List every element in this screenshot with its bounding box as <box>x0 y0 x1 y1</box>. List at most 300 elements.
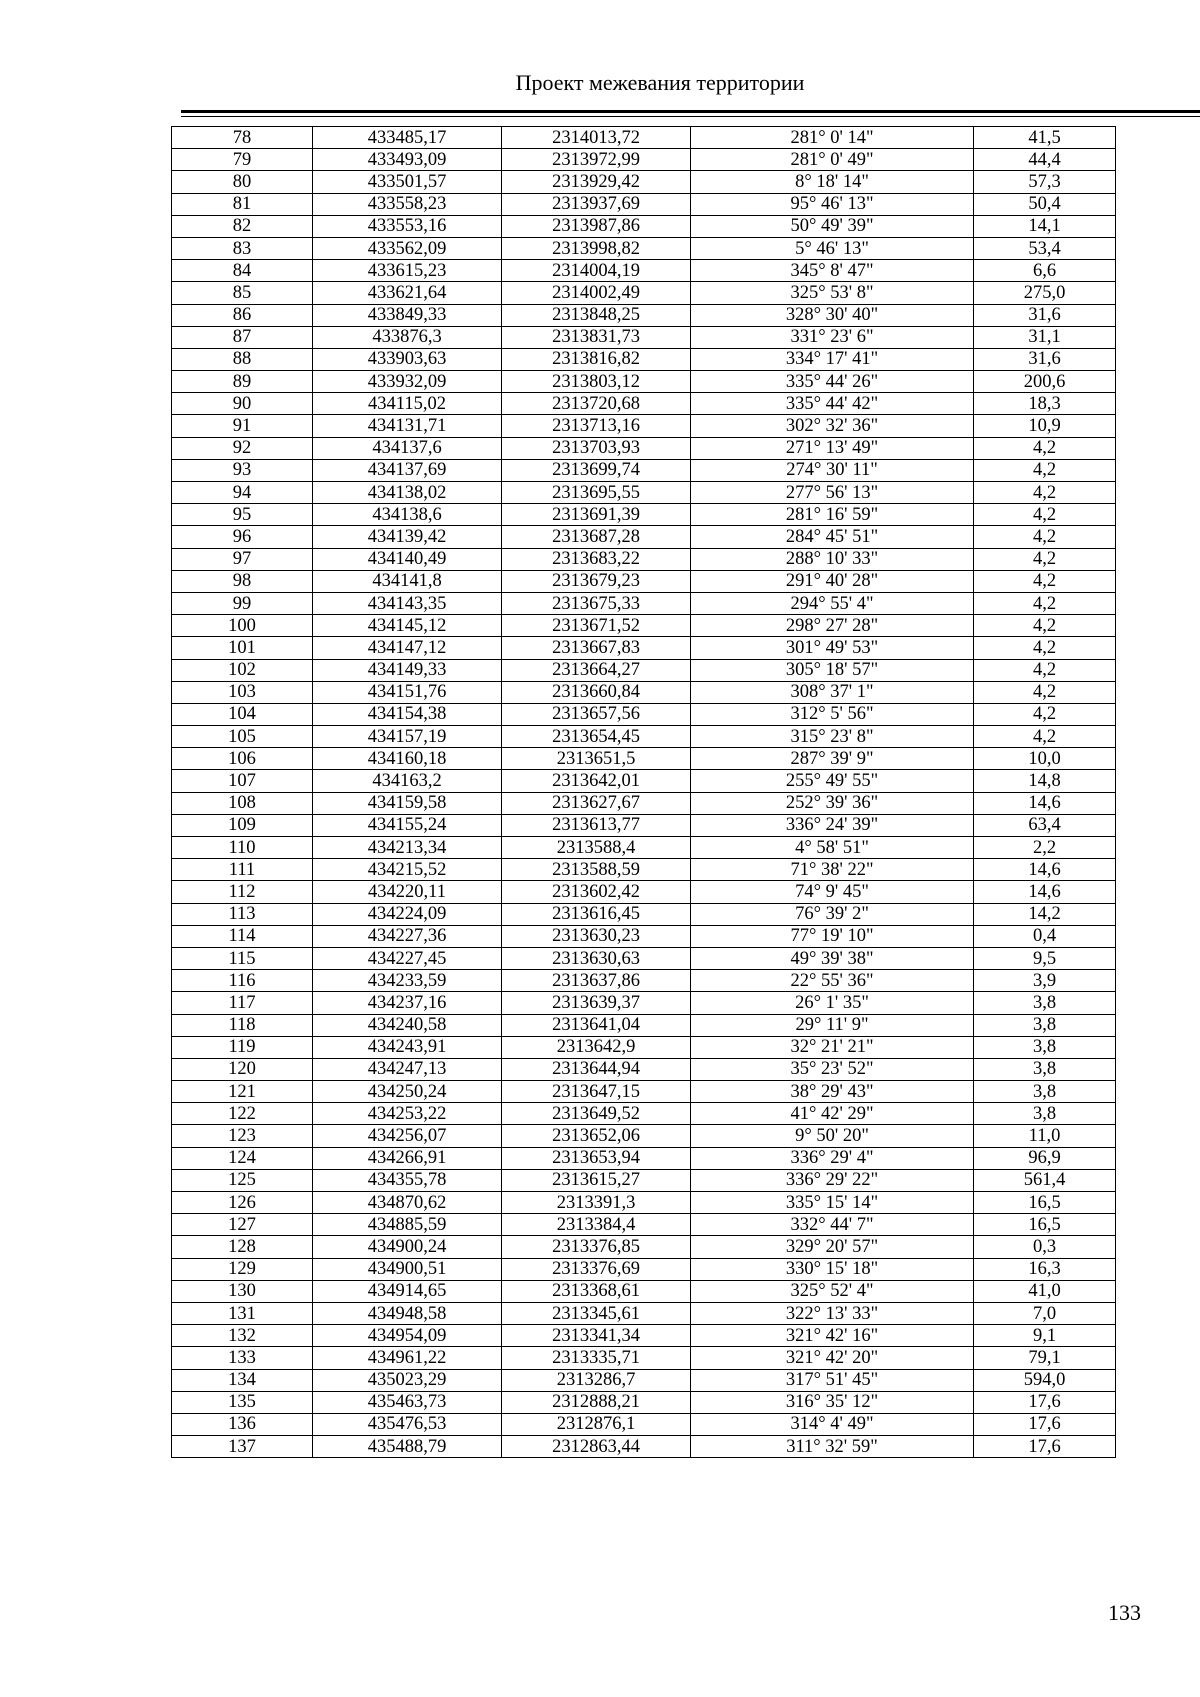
x-coordinate-cell: 434147,12 <box>313 637 502 659</box>
table-row <box>172 1214 1116 1236</box>
y-coordinate-cell: 2313368,61 <box>502 1280 691 1302</box>
bearing-angle-cell: 305° 18' 57" <box>691 659 974 681</box>
distance-cell: 594,0 <box>974 1369 1116 1391</box>
y-coordinate-cell: 2313667,83 <box>502 637 691 659</box>
point-number-cell: 106 <box>172 748 313 770</box>
bearing-angle-cell: 71° 38' 22" <box>691 859 974 881</box>
bearing-angle-cell: 277° 56' 13" <box>691 482 974 504</box>
y-coordinate-cell: 2313391,3 <box>502 1192 691 1214</box>
point-number-cell: 135 <box>172 1391 313 1413</box>
table-row <box>172 260 1116 282</box>
x-coordinate-cell: 434266,91 <box>313 1147 502 1169</box>
bearing-angle-cell: 255° 49' 55" <box>691 770 974 792</box>
bearing-angle-cell: 335° 44' 42" <box>691 393 974 415</box>
distance-cell: 31,1 <box>974 326 1116 348</box>
bearing-angle-cell: 77° 19' 10" <box>691 925 974 947</box>
point-number-cell: 129 <box>172 1258 313 1280</box>
distance-cell: 4,2 <box>974 615 1116 637</box>
distance-cell: 10,9 <box>974 415 1116 437</box>
distance-cell: 3,8 <box>974 1103 1116 1125</box>
y-coordinate-cell: 2313703,93 <box>502 437 691 459</box>
point-number-cell: 90 <box>172 393 313 415</box>
distance-cell: 2,2 <box>974 837 1116 859</box>
point-number-cell: 81 <box>172 193 313 215</box>
y-coordinate-cell: 2313937,69 <box>502 193 691 215</box>
bearing-angle-cell: 334° 17' 41" <box>691 348 974 370</box>
point-number-cell: 137 <box>172 1436 313 1458</box>
y-coordinate-cell: 2313679,23 <box>502 570 691 592</box>
x-coordinate-cell: 434131,71 <box>313 415 502 437</box>
point-number-cell: 82 <box>172 215 313 237</box>
distance-cell: 4,2 <box>974 703 1116 725</box>
point-number-cell: 99 <box>172 592 313 614</box>
y-coordinate-cell: 2313691,39 <box>502 504 691 526</box>
table-row <box>172 282 1116 304</box>
x-coordinate-cell: 434237,16 <box>313 992 502 1014</box>
header-rule-thick <box>181 110 1200 113</box>
point-number-cell: 125 <box>172 1169 313 1191</box>
y-coordinate-cell: 2313616,45 <box>502 903 691 925</box>
x-coordinate-cell: 433903,63 <box>313 348 502 370</box>
distance-cell: 50,4 <box>974 193 1116 215</box>
y-coordinate-cell: 2313654,45 <box>502 726 691 748</box>
distance-cell: 16,5 <box>974 1192 1116 1214</box>
table-row <box>172 237 1116 259</box>
point-number-cell: 119 <box>172 1036 313 1058</box>
x-coordinate-cell: 434115,02 <box>313 393 502 415</box>
bearing-angle-cell: 302° 32' 36" <box>691 415 974 437</box>
distance-cell: 4,2 <box>974 526 1116 548</box>
y-coordinate-cell: 2313647,15 <box>502 1081 691 1103</box>
table-row <box>172 925 1116 947</box>
table-row <box>172 615 1116 637</box>
point-number-cell: 113 <box>172 903 313 925</box>
distance-cell: 17,6 <box>974 1391 1116 1413</box>
bearing-angle-cell: 330° 15' 18" <box>691 1258 974 1280</box>
x-coordinate-cell: 434948,58 <box>313 1302 502 1324</box>
y-coordinate-cell: 2313637,86 <box>502 970 691 992</box>
bearing-angle-cell: 288° 10' 33" <box>691 548 974 570</box>
bearing-angle-cell: 271° 13' 49" <box>691 437 974 459</box>
point-number-cell: 83 <box>172 237 313 259</box>
distance-cell: 4,2 <box>974 681 1116 703</box>
distance-cell: 4,2 <box>974 592 1116 614</box>
x-coordinate-cell: 434137,6 <box>313 437 502 459</box>
distance-cell: 0,4 <box>974 925 1116 947</box>
x-coordinate-cell: 434137,69 <box>313 459 502 481</box>
y-coordinate-cell: 2312876,1 <box>502 1413 691 1435</box>
table-row <box>172 548 1116 570</box>
y-coordinate-cell: 2312863,44 <box>502 1436 691 1458</box>
y-coordinate-cell: 2313683,22 <box>502 548 691 570</box>
distance-cell: 3,8 <box>974 1014 1116 1036</box>
point-number-cell: 92 <box>172 437 313 459</box>
bearing-angle-cell: 26° 1' 35" <box>691 992 974 1014</box>
bearing-angle-cell: 281° 0' 49" <box>691 149 974 171</box>
x-coordinate-cell: 434885,59 <box>313 1214 502 1236</box>
table-row <box>172 1169 1116 1191</box>
bearing-angle-cell: 74° 9' 45" <box>691 881 974 903</box>
table-row <box>172 1325 1116 1347</box>
y-coordinate-cell: 2313657,56 <box>502 703 691 725</box>
point-number-cell: 136 <box>172 1413 313 1435</box>
point-number-cell: 109 <box>172 814 313 836</box>
table-row <box>172 681 1116 703</box>
point-number-cell: 132 <box>172 1325 313 1347</box>
x-coordinate-cell: 434163,2 <box>313 770 502 792</box>
point-number-cell: 93 <box>172 459 313 481</box>
x-coordinate-cell: 434961,22 <box>313 1347 502 1369</box>
x-coordinate-cell: 434145,12 <box>313 615 502 637</box>
y-coordinate-cell: 2313675,33 <box>502 592 691 614</box>
distance-cell: 3,8 <box>974 1036 1116 1058</box>
x-coordinate-cell: 434247,13 <box>313 1058 502 1080</box>
distance-cell: 0,3 <box>974 1236 1116 1258</box>
distance-cell: 4,2 <box>974 504 1116 526</box>
y-coordinate-cell: 2313345,61 <box>502 1302 691 1324</box>
bearing-angle-cell: 311° 32' 59" <box>691 1436 974 1458</box>
x-coordinate-cell: 435488,79 <box>313 1436 502 1458</box>
distance-cell: 3,8 <box>974 1081 1116 1103</box>
distance-cell: 4,2 <box>974 548 1116 570</box>
bearing-angle-cell: 321° 42' 20" <box>691 1347 974 1369</box>
bearing-angle-cell: 5° 46' 13" <box>691 237 974 259</box>
distance-cell: 4,2 <box>974 726 1116 748</box>
point-number-cell: 88 <box>172 348 313 370</box>
bearing-angle-cell: 329° 20' 57" <box>691 1236 974 1258</box>
point-number-cell: 98 <box>172 570 313 592</box>
bearing-angle-cell: 9° 50' 20" <box>691 1125 974 1147</box>
point-number-cell: 116 <box>172 970 313 992</box>
point-number-cell: 101 <box>172 637 313 659</box>
y-coordinate-cell: 2313671,52 <box>502 615 691 637</box>
distance-cell: 16,5 <box>974 1214 1116 1236</box>
x-coordinate-cell: 434160,18 <box>313 748 502 770</box>
table-row <box>172 726 1116 748</box>
table-row <box>172 1014 1116 1036</box>
distance-cell: 14,8 <box>974 770 1116 792</box>
y-coordinate-cell: 2314004,19 <box>502 260 691 282</box>
y-coordinate-cell: 2313803,12 <box>502 371 691 393</box>
x-coordinate-cell: 433501,57 <box>313 171 502 193</box>
point-number-cell: 78 <box>172 127 313 149</box>
y-coordinate-cell: 2313376,85 <box>502 1236 691 1258</box>
bearing-angle-cell: 41° 42' 29" <box>691 1103 974 1125</box>
page-number: 133 <box>1108 1600 1141 1625</box>
y-coordinate-cell: 2313652,06 <box>502 1125 691 1147</box>
distance-cell: 4,2 <box>974 659 1116 681</box>
table-row <box>172 1147 1116 1169</box>
y-coordinate-cell: 2313588,4 <box>502 837 691 859</box>
bearing-angle-cell: 22° 55' 36" <box>691 970 974 992</box>
x-coordinate-cell: 434138,02 <box>313 482 502 504</box>
distance-cell: 3,9 <box>974 970 1116 992</box>
bearing-angle-cell: 76° 39' 2" <box>691 903 974 925</box>
bearing-angle-cell: 49° 39' 38" <box>691 947 974 969</box>
coordinates-table <box>171 126 1116 1458</box>
bearing-angle-cell: 336° 24' 39" <box>691 814 974 836</box>
distance-cell: 14,6 <box>974 859 1116 881</box>
y-coordinate-cell: 2313695,55 <box>502 482 691 504</box>
x-coordinate-cell: 433553,16 <box>313 215 502 237</box>
bearing-angle-cell: 291° 40' 28" <box>691 570 974 592</box>
table-row <box>172 1302 1116 1324</box>
table-row <box>172 837 1116 859</box>
table-row <box>172 127 1116 149</box>
bearing-angle-cell: 32° 21' 21" <box>691 1036 974 1058</box>
y-coordinate-cell: 2313286,7 <box>502 1369 691 1391</box>
bearing-angle-cell: 316° 35' 12" <box>691 1391 974 1413</box>
y-coordinate-cell: 2313972,99 <box>502 149 691 171</box>
point-number-cell: 133 <box>172 1347 313 1369</box>
table-row <box>172 570 1116 592</box>
distance-cell: 31,6 <box>974 348 1116 370</box>
table-row <box>172 437 1116 459</box>
bearing-angle-cell: 317° 51' 45" <box>691 1369 974 1391</box>
bearing-angle-cell: 29° 11' 9" <box>691 1014 974 1036</box>
bearing-angle-cell: 8° 18' 14" <box>691 171 974 193</box>
point-number-cell: 86 <box>172 304 313 326</box>
table-row <box>172 1347 1116 1369</box>
y-coordinate-cell: 2313687,28 <box>502 526 691 548</box>
y-coordinate-cell: 2313642,9 <box>502 1036 691 1058</box>
table-row <box>172 859 1116 881</box>
table-row <box>172 947 1116 969</box>
distance-cell: 96,9 <box>974 1147 1116 1169</box>
point-number-cell: 95 <box>172 504 313 526</box>
x-coordinate-cell: 434355,78 <box>313 1169 502 1191</box>
x-coordinate-cell: 434157,19 <box>313 726 502 748</box>
bearing-angle-cell: 315° 23' 8" <box>691 726 974 748</box>
point-number-cell: 103 <box>172 681 313 703</box>
x-coordinate-cell: 434215,52 <box>313 859 502 881</box>
y-coordinate-cell: 2313660,84 <box>502 681 691 703</box>
distance-cell: 63,4 <box>974 814 1116 836</box>
table-row <box>172 149 1116 171</box>
y-coordinate-cell: 2314013,72 <box>502 127 691 149</box>
coordinates-table-body <box>172 127 1116 1458</box>
x-coordinate-cell: 433621,64 <box>313 282 502 304</box>
distance-cell: 79,1 <box>974 1347 1116 1369</box>
x-coordinate-cell: 434141,8 <box>313 570 502 592</box>
distance-cell: 4,2 <box>974 637 1116 659</box>
table-row <box>172 171 1116 193</box>
table-row <box>172 482 1116 504</box>
table-row <box>172 1103 1116 1125</box>
point-number-cell: 89 <box>172 371 313 393</box>
table-row <box>172 703 1116 725</box>
table-row <box>172 1192 1116 1214</box>
x-coordinate-cell: 433485,17 <box>313 127 502 149</box>
header-rule-thin <box>181 116 1200 117</box>
point-number-cell: 80 <box>172 171 313 193</box>
bearing-angle-cell: 284° 45' 51" <box>691 526 974 548</box>
point-number-cell: 96 <box>172 526 313 548</box>
y-coordinate-cell: 2313713,16 <box>502 415 691 437</box>
point-number-cell: 87 <box>172 326 313 348</box>
bearing-angle-cell: 50° 49' 39" <box>691 215 974 237</box>
y-coordinate-cell: 2313630,63 <box>502 947 691 969</box>
table-row <box>172 770 1116 792</box>
table-row <box>172 814 1116 836</box>
x-coordinate-cell: 434870,62 <box>313 1192 502 1214</box>
table-row <box>172 659 1116 681</box>
distance-cell: 4,2 <box>974 459 1116 481</box>
point-number-cell: 117 <box>172 992 313 1014</box>
bearing-angle-cell: 281° 0' 14" <box>691 127 974 149</box>
x-coordinate-cell: 433932,09 <box>313 371 502 393</box>
y-coordinate-cell: 2313613,77 <box>502 814 691 836</box>
x-coordinate-cell: 434243,91 <box>313 1036 502 1058</box>
point-number-cell: 110 <box>172 837 313 859</box>
bearing-angle-cell: 35° 23' 52" <box>691 1058 974 1080</box>
point-number-cell: 121 <box>172 1081 313 1103</box>
table-row <box>172 193 1116 215</box>
point-number-cell: 114 <box>172 925 313 947</box>
x-coordinate-cell: 434227,36 <box>313 925 502 947</box>
table-row <box>172 215 1116 237</box>
table-row <box>172 1236 1116 1258</box>
distance-cell: 275,0 <box>974 282 1116 304</box>
point-number-cell: 102 <box>172 659 313 681</box>
table-row <box>172 792 1116 814</box>
x-coordinate-cell: 434159,58 <box>313 792 502 814</box>
point-number-cell: 126 <box>172 1192 313 1214</box>
table-row <box>172 1036 1116 1058</box>
x-coordinate-cell: 434914,65 <box>313 1280 502 1302</box>
bearing-angle-cell: 325° 53' 8" <box>691 282 974 304</box>
y-coordinate-cell: 2313649,52 <box>502 1103 691 1125</box>
distance-cell: 14,6 <box>974 792 1116 814</box>
x-coordinate-cell: 435023,29 <box>313 1369 502 1391</box>
y-coordinate-cell: 2313376,69 <box>502 1258 691 1280</box>
bearing-angle-cell: 252° 39' 36" <box>691 792 974 814</box>
x-coordinate-cell: 434220,11 <box>313 881 502 903</box>
point-number-cell: 118 <box>172 1014 313 1036</box>
point-number-cell: 123 <box>172 1125 313 1147</box>
distance-cell: 4,2 <box>974 482 1116 504</box>
x-coordinate-cell: 434143,35 <box>313 592 502 614</box>
x-coordinate-cell: 433558,23 <box>313 193 502 215</box>
point-number-cell: 85 <box>172 282 313 304</box>
distance-cell: 16,3 <box>974 1258 1116 1280</box>
y-coordinate-cell: 2313929,42 <box>502 171 691 193</box>
point-number-cell: 97 <box>172 548 313 570</box>
distance-cell: 200,6 <box>974 371 1116 393</box>
point-number-cell: 115 <box>172 947 313 969</box>
point-number-cell: 124 <box>172 1147 313 1169</box>
bearing-angle-cell: 287° 39' 9" <box>691 748 974 770</box>
table-row <box>172 393 1116 415</box>
point-number-cell: 104 <box>172 703 313 725</box>
bearing-angle-cell: 321° 42' 16" <box>691 1325 974 1347</box>
table-row <box>172 1436 1116 1458</box>
bearing-angle-cell: 4° 58' 51" <box>691 837 974 859</box>
y-coordinate-cell: 2313699,74 <box>502 459 691 481</box>
x-coordinate-cell: 433876,3 <box>313 326 502 348</box>
bearing-angle-cell: 336° 29' 4" <box>691 1147 974 1169</box>
x-coordinate-cell: 434140,49 <box>313 548 502 570</box>
x-coordinate-cell: 433493,09 <box>313 149 502 171</box>
point-number-cell: 112 <box>172 881 313 903</box>
distance-cell: 14,2 <box>974 903 1116 925</box>
point-number-cell: 105 <box>172 726 313 748</box>
bearing-angle-cell: 274° 30' 11" <box>691 459 974 481</box>
bearing-angle-cell: 332° 44' 7" <box>691 1214 974 1236</box>
y-coordinate-cell: 2313642,01 <box>502 770 691 792</box>
x-coordinate-cell: 434240,58 <box>313 1014 502 1036</box>
y-coordinate-cell: 2313588,59 <box>502 859 691 881</box>
y-coordinate-cell: 2314002,49 <box>502 282 691 304</box>
point-number-cell: 100 <box>172 615 313 637</box>
point-number-cell: 108 <box>172 792 313 814</box>
table-row <box>172 1058 1116 1080</box>
bearing-angle-cell: 325° 52' 4" <box>691 1280 974 1302</box>
bearing-angle-cell: 312° 5' 56" <box>691 703 974 725</box>
table-row <box>172 415 1116 437</box>
y-coordinate-cell: 2313627,67 <box>502 792 691 814</box>
bearing-angle-cell: 38° 29' 43" <box>691 1081 974 1103</box>
point-number-cell: 107 <box>172 770 313 792</box>
y-coordinate-cell: 2313653,94 <box>502 1147 691 1169</box>
point-number-cell: 79 <box>172 149 313 171</box>
distance-cell: 18,3 <box>974 393 1116 415</box>
point-number-cell: 111 <box>172 859 313 881</box>
distance-cell: 3,8 <box>974 992 1116 1014</box>
table-row <box>172 1125 1116 1147</box>
distance-cell: 53,4 <box>974 237 1116 259</box>
x-coordinate-cell: 434233,59 <box>313 970 502 992</box>
distance-cell: 41,5 <box>974 127 1116 149</box>
point-number-cell: 134 <box>172 1369 313 1391</box>
y-coordinate-cell: 2312888,21 <box>502 1391 691 1413</box>
table-row <box>172 637 1116 659</box>
y-coordinate-cell: 2313615,27 <box>502 1169 691 1191</box>
distance-cell: 17,6 <box>974 1436 1116 1458</box>
point-number-cell: 130 <box>172 1280 313 1302</box>
bearing-angle-cell: 308° 37' 1" <box>691 681 974 703</box>
bearing-angle-cell: 335° 44' 26" <box>691 371 974 393</box>
table-row <box>172 1081 1116 1103</box>
bearing-angle-cell: 294° 55' 4" <box>691 592 974 614</box>
table-row <box>172 1369 1116 1391</box>
y-coordinate-cell: 2313639,37 <box>502 992 691 1014</box>
bearing-angle-cell: 336° 29' 22" <box>691 1169 974 1191</box>
y-coordinate-cell: 2313335,71 <box>502 1347 691 1369</box>
bearing-angle-cell: 95° 46' 13" <box>691 193 974 215</box>
distance-cell: 4,2 <box>974 570 1116 592</box>
point-number-cell: 127 <box>172 1214 313 1236</box>
x-coordinate-cell: 433849,33 <box>313 304 502 326</box>
point-number-cell: 128 <box>172 1236 313 1258</box>
distance-cell: 17,6 <box>974 1413 1116 1435</box>
x-coordinate-cell: 435476,53 <box>313 1413 502 1435</box>
distance-cell: 9,1 <box>974 1325 1116 1347</box>
distance-cell: 9,5 <box>974 947 1116 969</box>
x-coordinate-cell: 433562,09 <box>313 237 502 259</box>
table-row <box>172 1280 1116 1302</box>
table-row <box>172 881 1116 903</box>
distance-cell: 4,2 <box>974 437 1116 459</box>
distance-cell: 11,0 <box>974 1125 1116 1147</box>
x-coordinate-cell: 434154,38 <box>313 703 502 725</box>
point-number-cell: 122 <box>172 1103 313 1125</box>
y-coordinate-cell: 2313848,25 <box>502 304 691 326</box>
x-coordinate-cell: 434256,07 <box>313 1125 502 1147</box>
table-row <box>172 1391 1116 1413</box>
distance-cell: 44,4 <box>974 149 1116 171</box>
distance-cell: 3,8 <box>974 1058 1116 1080</box>
